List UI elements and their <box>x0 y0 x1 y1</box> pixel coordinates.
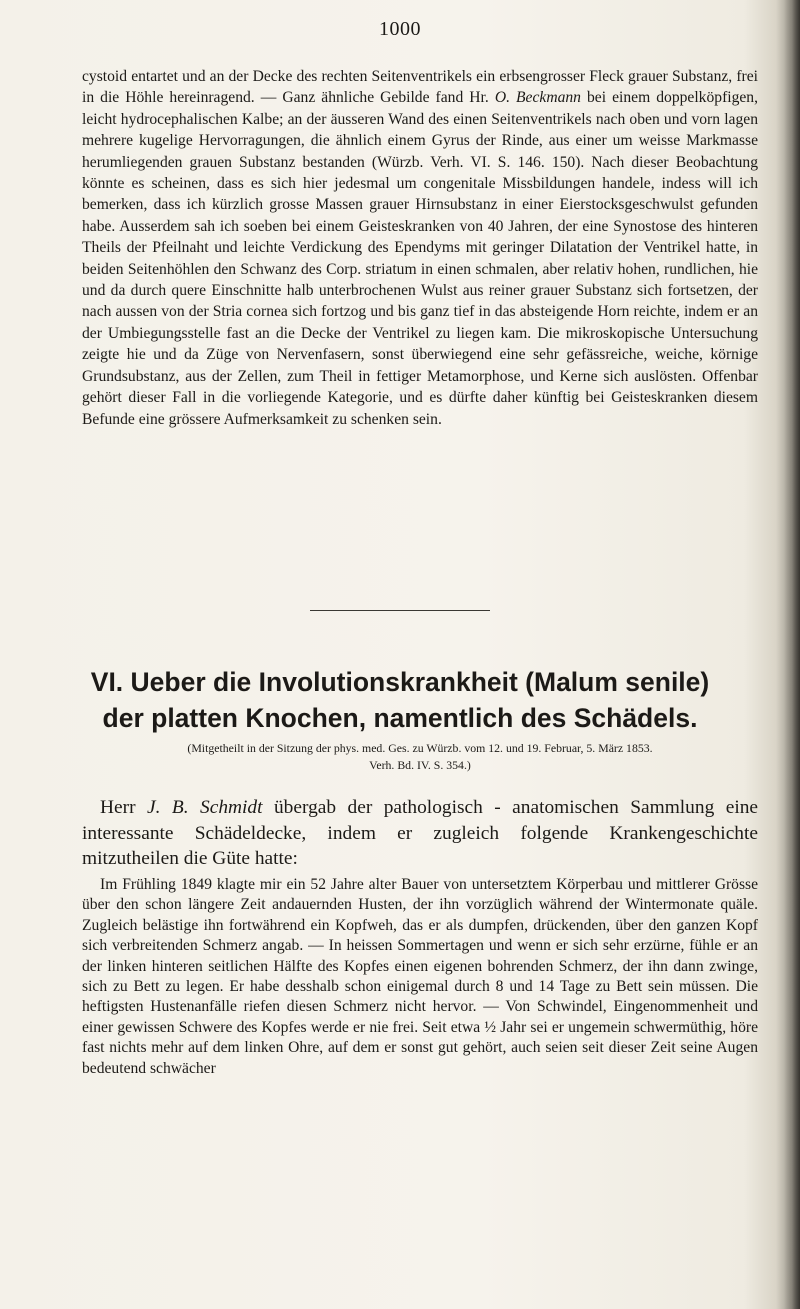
source-note-line-2: Verh. Bd. IV. S. 354.) <box>369 758 471 772</box>
intro-prefix: Herr <box>100 797 147 818</box>
page-edge-shadow <box>784 0 800 1309</box>
section-title-line-1: VI. Ueber die Involutionskrankheit (Malum senile) <box>90 667 710 697</box>
intro-paragraph <box>82 795 758 872</box>
source-note-line-1: (Mitgetheilt in der Sitzung der phys. med. Ges. zu Würzb. vom 12. und 19. Februar, 5. März 1853. <box>187 741 653 755</box>
section-title-line-2: der platten Knochen, namentlich des Schädels. <box>102 703 698 733</box>
case-report-paragraph: Im Frühling 1849 klagte mir ein 52 Jahre alter Bauer von untersetztem Körperbau und mittlerer Grösse über den schon längere Zeit andauernden Husten, der ihn vorzüglich während der Wintermonate quäle. Zugleich belästige ihn fortwährend ein Kopfweh, das er als dumpfen, drückenden, über den ganzen Kopf sich verbreitenden Schmerz angab. — In heissen Sommertagen und wenn er sich sehr erzürne, fühle er an der linken hinteren seitlichen Hälfte des Kopfes einen eigenen bohrenden Schmerz, der ihn dann zwinge, sich zu Bett zu legen. Er habe desshalb schon einigemal durch 8 und 14 Tage zu Bett sein müssen. Die heftigsten Hustenanfälle riefen diesen Schmerz nicht hervor. — Von Schwindel, Eingenommenheit und einer gewissen Schwere des Kopfes werde er nie frei. Seit etwa ½ Jahr sei er ungemein schwermüthig, höre fast nichts mehr auf dem linken Ohre, auf dem er sonst gut gehört, auch seien seit dieser Zeit seine Augen bedeutend schwächer <box>82 876 758 1077</box>
intro-author: J. B. Schmidt <box>146 797 263 818</box>
paragraph-text-start: cystoid entartet und an der Decke des rechten Seitenventrikels ein erbsengrosser Fleck grauer Substanz, frei in die Höhle hereinragend. — Ganz ähnliche Gebilde fand Hr. <box>82 68 758 107</box>
source-note <box>82 740 758 774</box>
cited-author: O. Beckmann <box>494 89 581 107</box>
section-heading <box>0 664 800 736</box>
previous-article-paragraph <box>82 66 758 430</box>
intro-text: übergab der pathologisch - anatomischen Sammlung eine interessante Schädeldecke, indem er zugleich folgende Krankengeschichte mitzutheilen die Güte hatte: <box>82 797 759 869</box>
section-divider <box>310 610 490 611</box>
page-number: 1000 <box>379 18 421 40</box>
paragraph-text-end: bei einem doppelköpfigen, leicht hydrocephalischen Kalbe; an der äusseren Wand des einen Seitenventrikels nach oben und vorn lagen mehrere kugelige Hervorragungen, die ähnlich einem Gyrus der Rinde, aus einer um weisse Markmasse herumliegenden grauen Substanz bestanden (Würzb. Verh. VI. S. 146. 150). Nach dieser Beobachtung könnte es scheinen, dass es sich hier jedesmal um congenitale Missbildungen handele, indess will ich bemerken, dass ich kürzlich grosse Massen grauer Hirnsubstanz in einer Eierstocksgeschwulst gefunden habe. Ausserdem sah ich soeben bei einem Geisteskranken von 40 Jahren, der eine Synostose des hinteren Theils der Pfeilnaht und leichte Verdickung des Ependyms mit geringer Dilatation der Ventrikel hatte, in beiden Seitenhöhlen den Schwanz des Corp. striatum in einen schmalen, aber relativ hohen, rundlichen, hie und da durch quere Einschnitte halb unterbrochenen Wulst aus reiner grauer Substanz sich fortsetzen, der nach aussen von der Stria cornea sich fortzog und bis ganz tief in das absteigende Horn reichte, indem er an der Umbiegungsstelle fast an die Decke der Ventrikel zu liegen kam. Die mikroskopische Untersuchung zeigte hie und da Züge von Nervenfasern, sonst überwiegend eine sehr gefässreiche, weiche, körnige Grundsubstanz, aus der Zellen, zum Theil in fettiger Metamorphose, und Kerne sich auslösten. Offenbar gehört dieser Fall in die vorliegende Kategorie, und es dürfte daher künftig bei Geisteskranken diesem Befunde eine grössere Aufmerksamkeit zu schenken sein. <box>82 89 759 428</box>
